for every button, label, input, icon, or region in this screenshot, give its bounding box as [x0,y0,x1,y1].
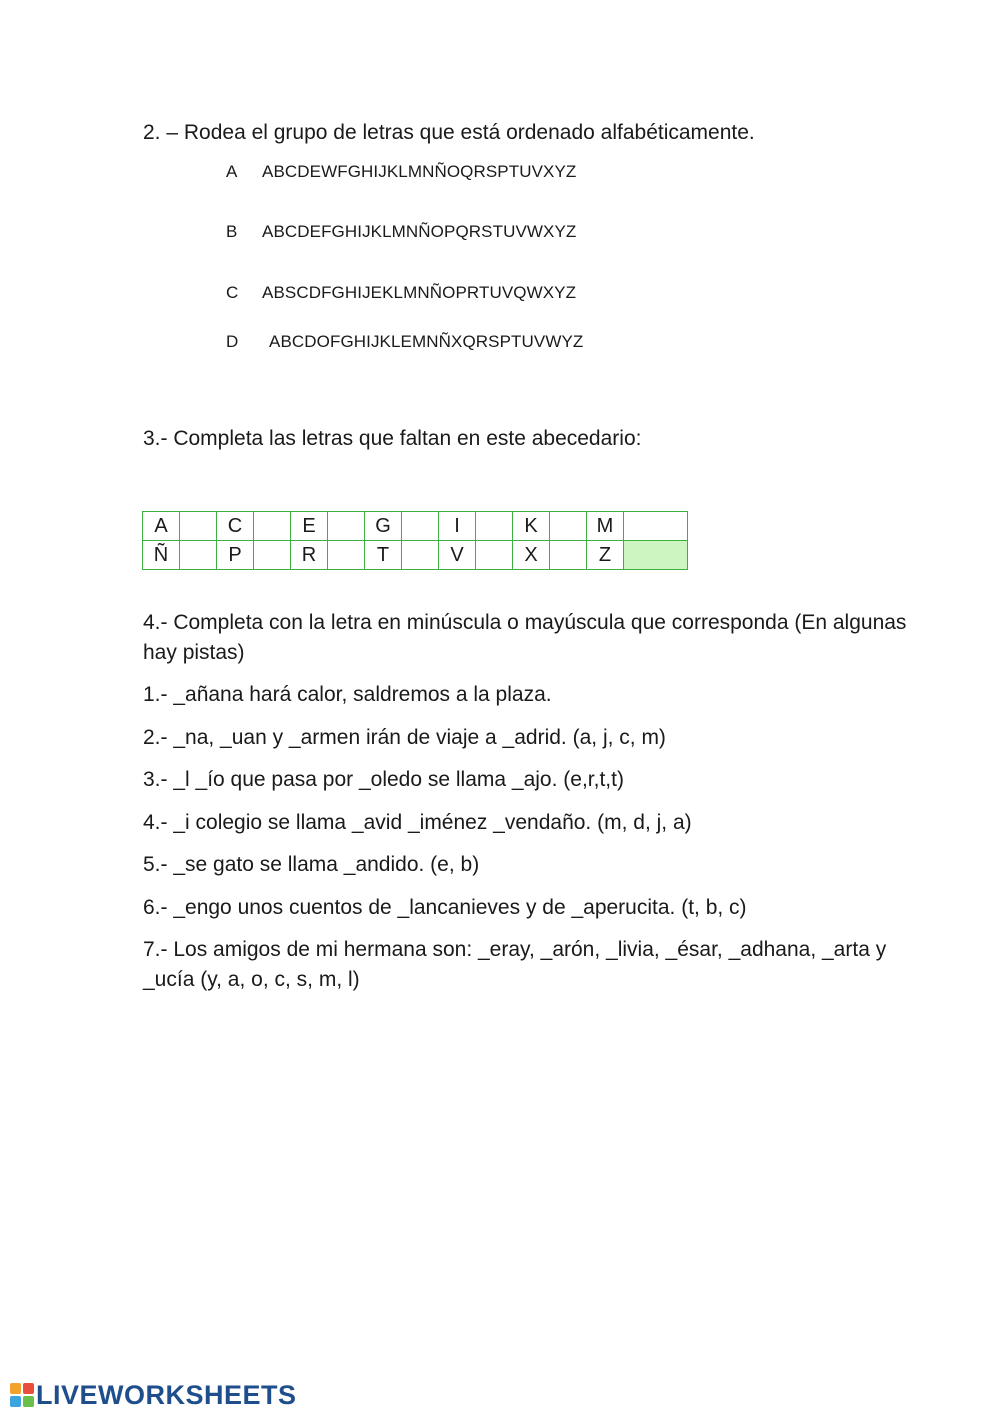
alphabet-cell: C [217,512,254,541]
alphabet-cell: R [291,541,328,570]
liveworksheets-logo [10,1380,297,1410]
alphabet-blank-cell[interactable] [476,541,513,570]
question-3-title: 3.- Completa las letras que faltan en este abecedario: [143,427,642,450]
sentence-6[interactable]: 6.- _engo unos cuentos de _lancanieves y de _aperucita. (t, b, c) [143,896,747,919]
alphabet-cell: Z [587,541,624,570]
alphabet-blank-cell[interactable] [476,512,513,541]
alphabet-blank-cell[interactable] [402,512,439,541]
option-c-letter: C [226,283,239,302]
alphabet-cell: Ñ [143,541,180,570]
alphabet-row-2 [143,541,688,570]
option-c-sequence[interactable]: ABSCDFGHIJEKLMNÑOPRTUVQWXYZ [262,283,577,302]
sentence-1[interactable]: 1.- _añana hará calor, saldremos a la plaza. [143,683,552,706]
sentence-3[interactable]: 3.- _l _ío que pasa por _oledo se llama _ajo. (e,r,t,t) [143,768,624,791]
alphabet-blank-cell[interactable] [254,512,291,541]
option-b-letter: B [226,222,238,241]
logo-grid-icon [10,1383,34,1407]
alphabet-blank-cell[interactable] [328,541,365,570]
alphabet-blank-cell[interactable] [254,541,291,570]
alphabet-blank-cell[interactable] [402,541,439,570]
option-b-sequence[interactable]: ABCDEFGHIJKLMNÑOPQRSTUVWXYZ [262,222,577,241]
alphabet-blank-cell[interactable] [328,512,365,541]
option-d-sequence[interactable]: ABCDOFGHIJKLEMNÑXQRSPTUVWYZ [269,332,584,351]
logo-text: LIVEWORKSHEETS [36,1379,297,1410]
alphabet-table [142,511,688,570]
alphabet-cell: V [439,541,476,570]
alphabet-cell: E [291,512,328,541]
option-d-letter: D [226,332,239,351]
alphabet-blank-cell[interactable] [550,541,587,570]
alphabet-cell: X [513,541,550,570]
alphabet-cell: M [587,512,624,541]
sentence-5[interactable]: 5.- _se gato se llama _andido. (e, b) [143,853,480,876]
alphabet-cell: A [143,512,180,541]
sentence-4[interactable]: 4.- _i colegio se llama _avid _iménez _vendaño. (m, d, j, a) [143,811,692,834]
alphabet-cell: T [365,541,402,570]
alphabet-blank-cell[interactable] [624,541,688,570]
alphabet-blank-cell[interactable] [550,512,587,541]
sentence-2[interactable]: 2.- _na, _uan y _armen irán de viaje a _adrid. (a, j, c, m) [143,726,666,749]
alphabet-cell: I [439,512,476,541]
question-2-title: 2. – Rodea el grupo de letras que está ordenado alfabéticamente. [143,121,755,144]
sentence-7[interactable]: 7.- Los amigos de mi hermana son: _eray, _arón, _livia, _ésar, _adhana, _arta y _ucía (y, a, o, c, s, m, l) [143,938,887,991]
option-a-sequence[interactable]: ABCDEWFGHIJKLMNÑOQRSPTUVXYZ [262,162,577,181]
alphabet-cell: K [513,512,550,541]
alphabet-blank-cell[interactable] [180,512,217,541]
option-a-letter: A [226,162,238,181]
alphabet-blank-cell[interactable] [180,541,217,570]
question-4-title: 4.- Completa con la letra en minúscula o mayúscula que corresponda (En algunas hay pistas) [143,611,907,664]
alphabet-cell: G [365,512,402,541]
alphabet-row-1 [143,512,688,541]
alphabet-blank-cell[interactable] [624,512,688,541]
alphabet-cell: P [217,541,254,570]
